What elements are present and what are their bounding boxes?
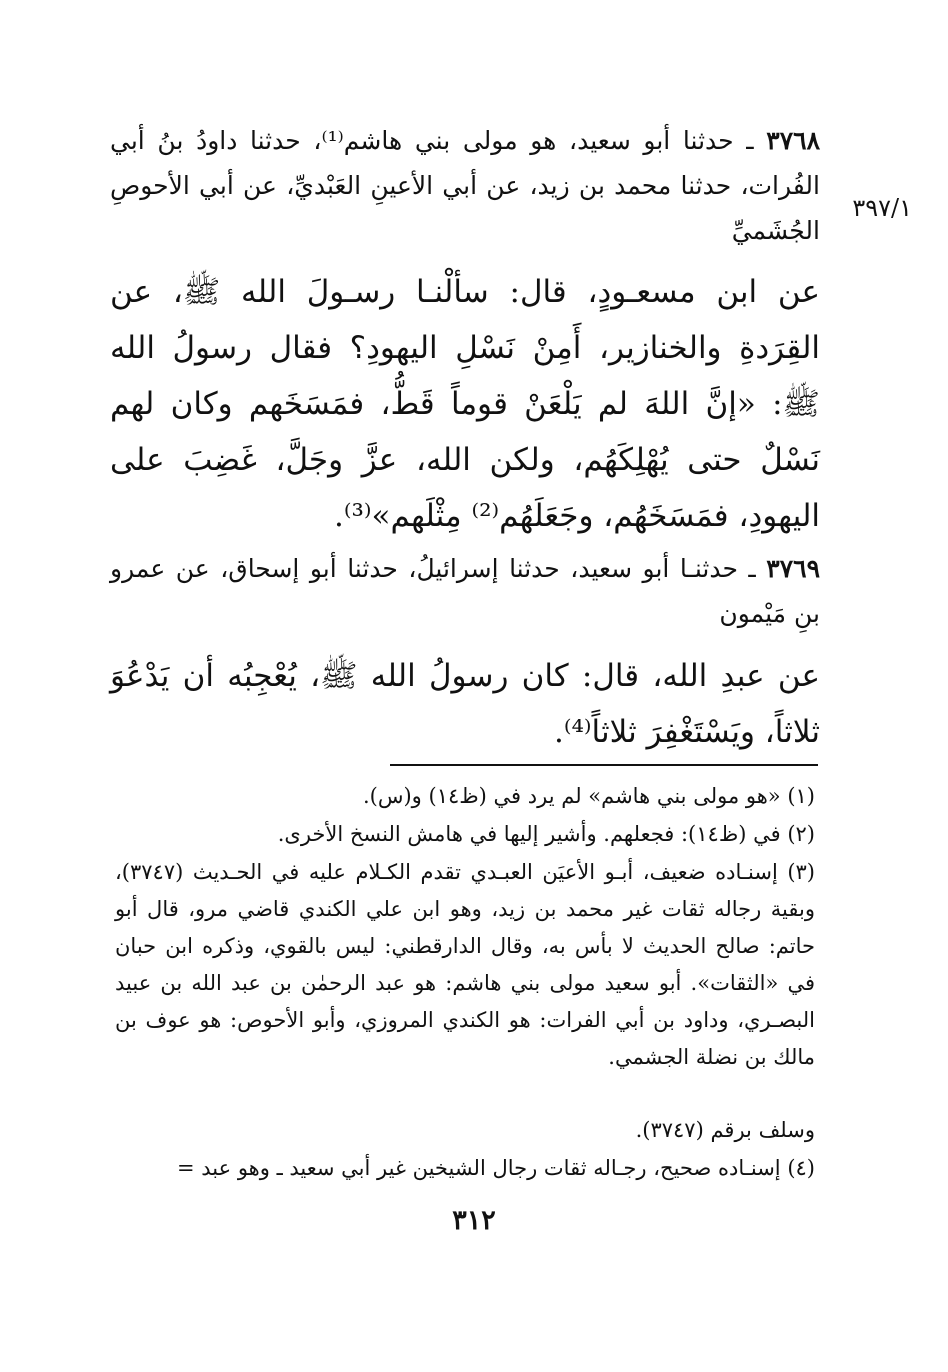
margin-volume-page-ref: ٣٩٧/١ — [852, 194, 912, 222]
footnote-divider — [390, 764, 818, 766]
hadith-3768-chain — [110, 118, 820, 253]
hadith-3768-isnad: ـ حدثنا أبو سعيد، هو مولى بني هاشم⁽¹⁾، حدثنا داودُ بنُ أبي الفُرات، حدثنا محمد بن زيد، عن أبي الأعينِ العَبْديِّ، عن أبي الأحوصِ الجُشَميِّ — [110, 126, 820, 245]
hadith-3769-text: عن عبدِ الله، قال: كان رسولُ الله ﷺ، يُعْجِبُه أن يَدْعُوَ ثلاثاً، ويَسْتَغْفِرَ ثلاثاً⁽⁴⁾. — [110, 658, 820, 750]
footnote-2: (٢) في (ظ١٤): فجعلهم. وأشير إليها في هامش النسخ الأخرى. — [277, 822, 815, 846]
hadith-3769-number: ٣٧٦٩ — [766, 554, 820, 583]
footnote-3-continued: وسلف برقم (٣٧٤٧). — [635, 1118, 815, 1142]
page-number: ٣١٢ — [452, 1205, 496, 1236]
hadith-3769-isnad: ـ حدثنـا أبو سعيد، حدثنا إسرائيلُ، حدثنا أبو إسحاق، عن عمرو بنِ مَيْمون — [110, 554, 820, 628]
footnote-4: (٤) إسنـاده صحيح، رجـاله ثقات رجال الشيخين غير أبي سعيد ـ وهو عبد = — [177, 1156, 815, 1180]
footnote-3: (٣) إسنـاده ضعيف، أبـو الأعيَن العبـدي تقدم الكـلام عليه في الحـديث (٣٧٤٧)، وبقية رجاله ثقات غير محمد بن زيد، وهو ابن علي الكندي قاضي مرو، قال أبو حاتم: صالح الحديث لا بأس به، وقال الدارقطني: ليس بالقوي، وذكره ابن حبان في «الثقات». أبو سعيد مولى بني هاشم: هو عبد الرحمٰن بن عبد الله بن عبيد البصـري، وداود بن أبي الفرات: هو الكندي المروزي، وأبو الأحوص: هو عوف بن مالك بن نضلة الجشمي. — [115, 860, 815, 1069]
footnote-1: (١) «هو مولى بني هاشم» لم يرد في (ظ١٤) و(س). — [362, 784, 815, 808]
hadith-3769-chain — [110, 546, 820, 636]
hadith-3768-number: ٣٧٦٨ — [766, 126, 820, 155]
hadith-3768-text: عن ابن مسعـودٍ، قال: سألْنـا رسـولَ الله ﷺ، عن القِرَدةِ والخنازير، أَمِنْ نَسْلِ اليهودِ؟ فقال رسولُ الله ﷺ: «إنَّ اللهَ لم يَلْعَنْ قوماً قَطُّ، فمَسَخَهم وكان لهم نَسْلٌ حتى يُهْلِكَهُم، ولكن الله، عزَّ وجَلَّ، غَضِبَ على اليهودِ، فمَسَخَهُم، وجَعَلَهُم⁽²⁾ مِثْلَهم»⁽³⁾. — [110, 274, 820, 534]
